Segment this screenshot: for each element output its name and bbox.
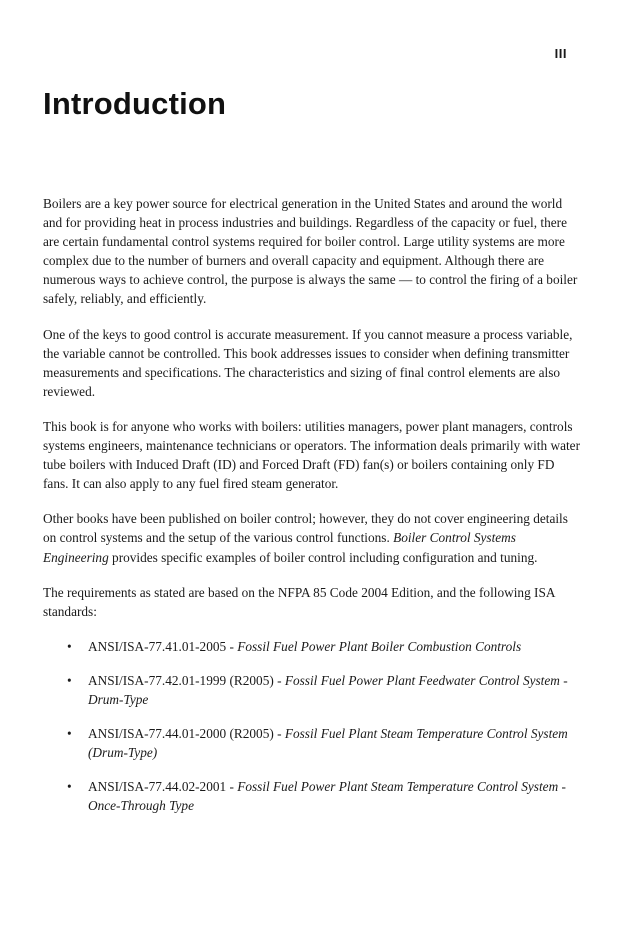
paragraph [43, 509, 581, 566]
list-item [43, 637, 573, 656]
paragraph: The requirements as stated are based on the NFPA 85 Code 2004 Edition, and the following ISA standards: [43, 584, 555, 619]
standard-title: Fossil Fuel Power Plant Feedwater Control System - Drum-Type [88, 672, 568, 707]
list-item [43, 777, 573, 815]
standard-code: ANSI/ISA-77.44.01-2000 (R2005) - [88, 726, 285, 742]
chapter-title: Introduction [43, 86, 227, 121]
body-text [43, 194, 581, 830]
paragraph: Boilers are a key power source for electrical generation in the United States and around the world and for providing heat in process industries and buildings. Regardless of the capacity or fuel, there are certain fundamental control systems required for boiler control. Large utility systems are more complex due to the number of burners and overall capacity and equipment. Although there are numerous ways to achieve control, the purpose is always the same — to control the firing of a boiler safely, reliably, and efficiently. [43, 196, 578, 307]
page-number: III [554, 46, 567, 61]
standard-code: ANSI/ISA-77.42.01-1999 (R2005) - [88, 672, 285, 688]
list-item [43, 724, 573, 762]
standard-title: Fossil Fuel Plant Steam Temperature Control System (Drum-Type) [88, 726, 568, 761]
paragraph: One of the keys to good control is accurate measurement. If you cannot measure a process variable, the variable cannot be controlled. This book addresses issues to consider when defining transmitter measurements and specifications. The characteristics and sizing of final control elements are also reviewed. [43, 326, 573, 399]
standards-list [43, 637, 581, 816]
standard-code: ANSI/ISA-77.41.01-2005 - [88, 638, 238, 654]
paragraph-text: provides specific examples of boiler control including configuration and tuning. [108, 549, 538, 565]
paragraph: This book is for anyone who works with boilers: utilities managers, power plant managers, controls systems engineers, maintenance technicians or operators. The information deals primarily with water tube boilers with Induced Draft (ID) and Forced Draft (FD) fan(s) or boilers containing only FD fans. It can also apply to any fuel fired steam generator. [43, 418, 580, 492]
standard-title: Fossil Fuel Power Plant Boiler Combustion Controls [237, 638, 522, 654]
standard-title: Fossil Fuel Power Plant Steam Temperature Control System - Once-Through Type [88, 779, 566, 814]
standard-code: ANSI/ISA-77.44.02-2001 - [88, 779, 238, 795]
list-item [43, 671, 573, 709]
paragraph-text: Other books have been published on boiler control; however, they do not cover engineering details on control systems and the setup of the various control functions. [43, 511, 568, 546]
book-title: Boiler Control Systems Engineering [43, 530, 516, 565]
